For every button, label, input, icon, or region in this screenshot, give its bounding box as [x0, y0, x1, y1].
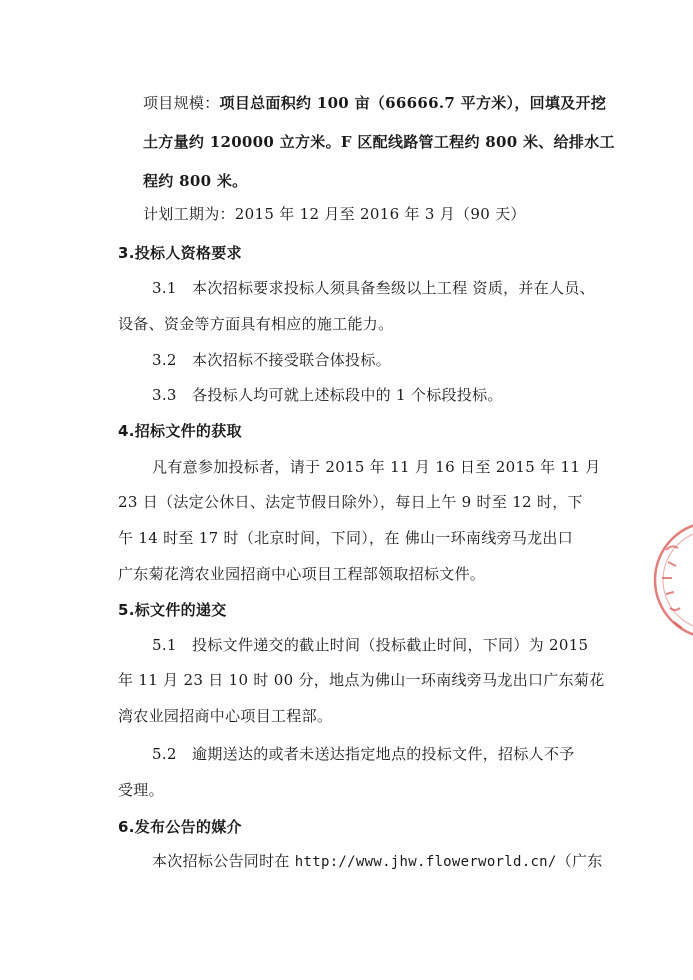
section-6-heading: 6.发布公告的媒介 — [118, 818, 242, 836]
media-url-link[interactable]: http://www.jhw.flowerworld.cn/ — [294, 854, 557, 870]
clause-5-1-line-1: 5.1 投标文件递交的截止时间（投标截止时间，下同）为 2015 — [152, 636, 589, 654]
clause-3-1-line-1: 3.1 本次招标要求投标人须具备叁级以上工程 资质，并在人员、 — [152, 279, 595, 297]
section-6-line-1 — [152, 851, 603, 872]
section-4-line-4: 广东菊花湾农业园招商中心项目工程部领取招标文件。 — [118, 565, 486, 583]
section-4-line-3: 午 14 时至 17 时（北京时间，下同），在 佛山一环南线旁马龙出口 — [118, 529, 574, 547]
project-scale-line-3: 程约 800 米。 — [143, 172, 248, 190]
section-4-line-1: 凡有意参加投标者，请于 2015 年 11 月 16 日至 2015 年 11 月 — [152, 458, 601, 476]
clause-5-2-line-1: 5.2 逾期送达的或者未送达指定地点的投标文件，招标人不予 — [152, 745, 575, 763]
clause-5-2-line-2: 受理。 — [118, 781, 164, 799]
clause-3-3: 3.3 各投标人均可就上述标段中的 1 个标段投标。 — [152, 386, 503, 404]
media-intro-text: 本次招标公告同时在 — [152, 852, 295, 870]
clause-3-2: 3.2 本次招标不接受联合体投标。 — [152, 351, 391, 369]
clause-3-1-line-2: 设备、资金等方面具有相应的施工能力。 — [118, 315, 394, 333]
clause-5-1-line-2: 年 11 月 23 日 10 时 00 分，地点为佛山一环南线旁马龙出口广东菊花 — [118, 671, 605, 689]
project-scale-label: 项目规模： — [143, 94, 220, 112]
clause-5-1-line-3: 湾农业园招商中心项目工程部。 — [118, 707, 333, 725]
section-5-heading: 5.标文件的递交 — [118, 601, 227, 619]
section-3-heading: 3.投标人资格要求 — [118, 244, 242, 262]
media-trailing-text: （广东 — [556, 852, 603, 870]
seal-stamp-icon — [648, 510, 693, 650]
section-4-heading: 4.招标文件的获取 — [118, 422, 242, 440]
project-scale-line — [143, 93, 606, 113]
section-4-line-2: 23 日（法定公休日、法定节假日除外），每日上午 9 时至 12 时，下 — [118, 493, 583, 511]
project-scale-text: 项目总面积约 100 亩（66666.7 平方米），回填及开挖 — [219, 94, 607, 112]
schedule-line: 计划工期为：2015 年 12 月至 2016 年 3 月（90 天） — [143, 205, 526, 223]
project-scale-line-2: 土方量约 120000 立方米。F 区配线路管工程约 800 米、给排水工 — [143, 133, 615, 151]
